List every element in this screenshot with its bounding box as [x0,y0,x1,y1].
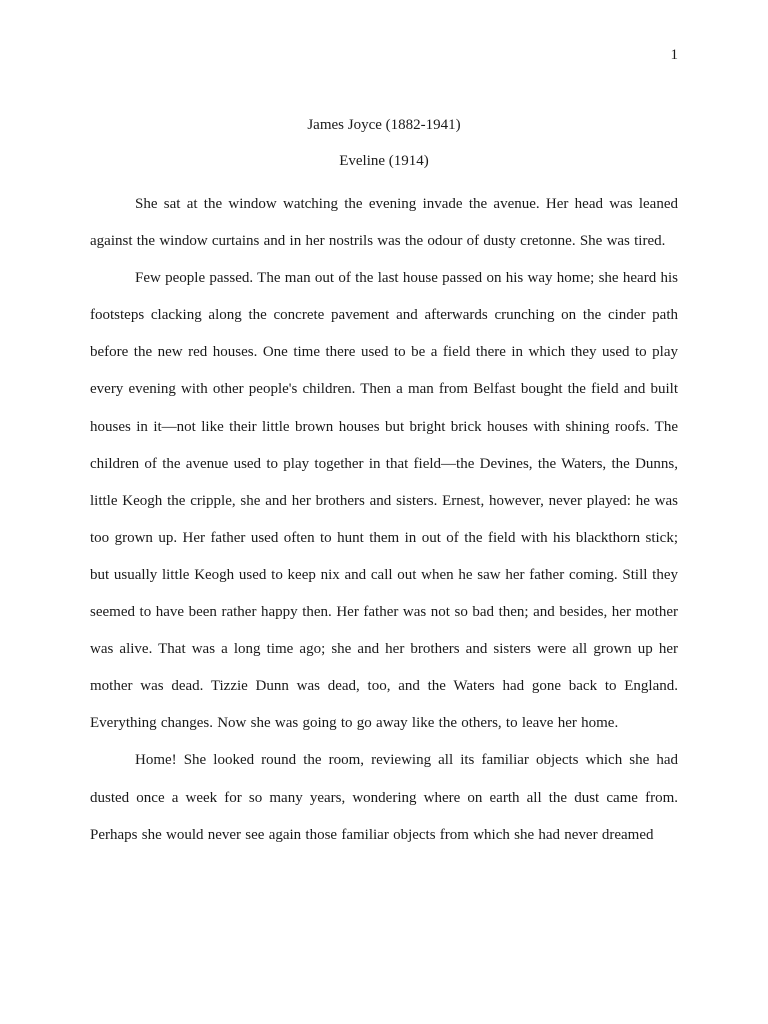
page-number: 1 [670,47,678,63]
story-title: Eveline (1914) [339,153,429,169]
paragraph-3: Home! She looked round the room, reviewing all its familiar objects which she had dusted once a week for so many years, wondering where on earth all the dust came from. Perhaps she would never see again those familiar objects from which she had never dreamed [90,752,678,843]
paragraph-1: She sat at the window watching the evening invade the avenue. Her head was leaned against the window curtains and in her nostrils was the odour of dusty cretonne. She was tired. [90,196,678,250]
author-line: James Joyce (1882-1941) [307,117,461,133]
story-body [90,186,678,854]
paragraph-2: Few people passed. The man out of the last house passed on his way home; she heard his footsteps clacking along the concrete pavement and afterwards crunching on the cinder path before the new red houses. One time there used to be a field there in which they used to play every evening with other people's children. Then a man from Belfast bought the field and built houses in it—not like their little brown houses but bright brick houses with shining roofs. The children of the avenue used to play together in that field—the Devines, the Waters, the Dunns, little Keogh the cripple, she and her brothers and sisters. Ernest, however, never played: he was too grown up. Her father used often to hunt them in out of the field with his blackthorn stick; but usually little Keogh used to keep nix and call out when he saw her father coming. Still they seemed to have been rather happy then. Her father was not so bad then; and besides, her mother was alive. That was a long time ago; she and her brothers and sisters were all grown up her mother was dead. Tizzie Dunn was dead, too, and the Waters had gone back to England. Everything changes. Now she was going to go away like the others, to leave her home. [90,270,678,732]
